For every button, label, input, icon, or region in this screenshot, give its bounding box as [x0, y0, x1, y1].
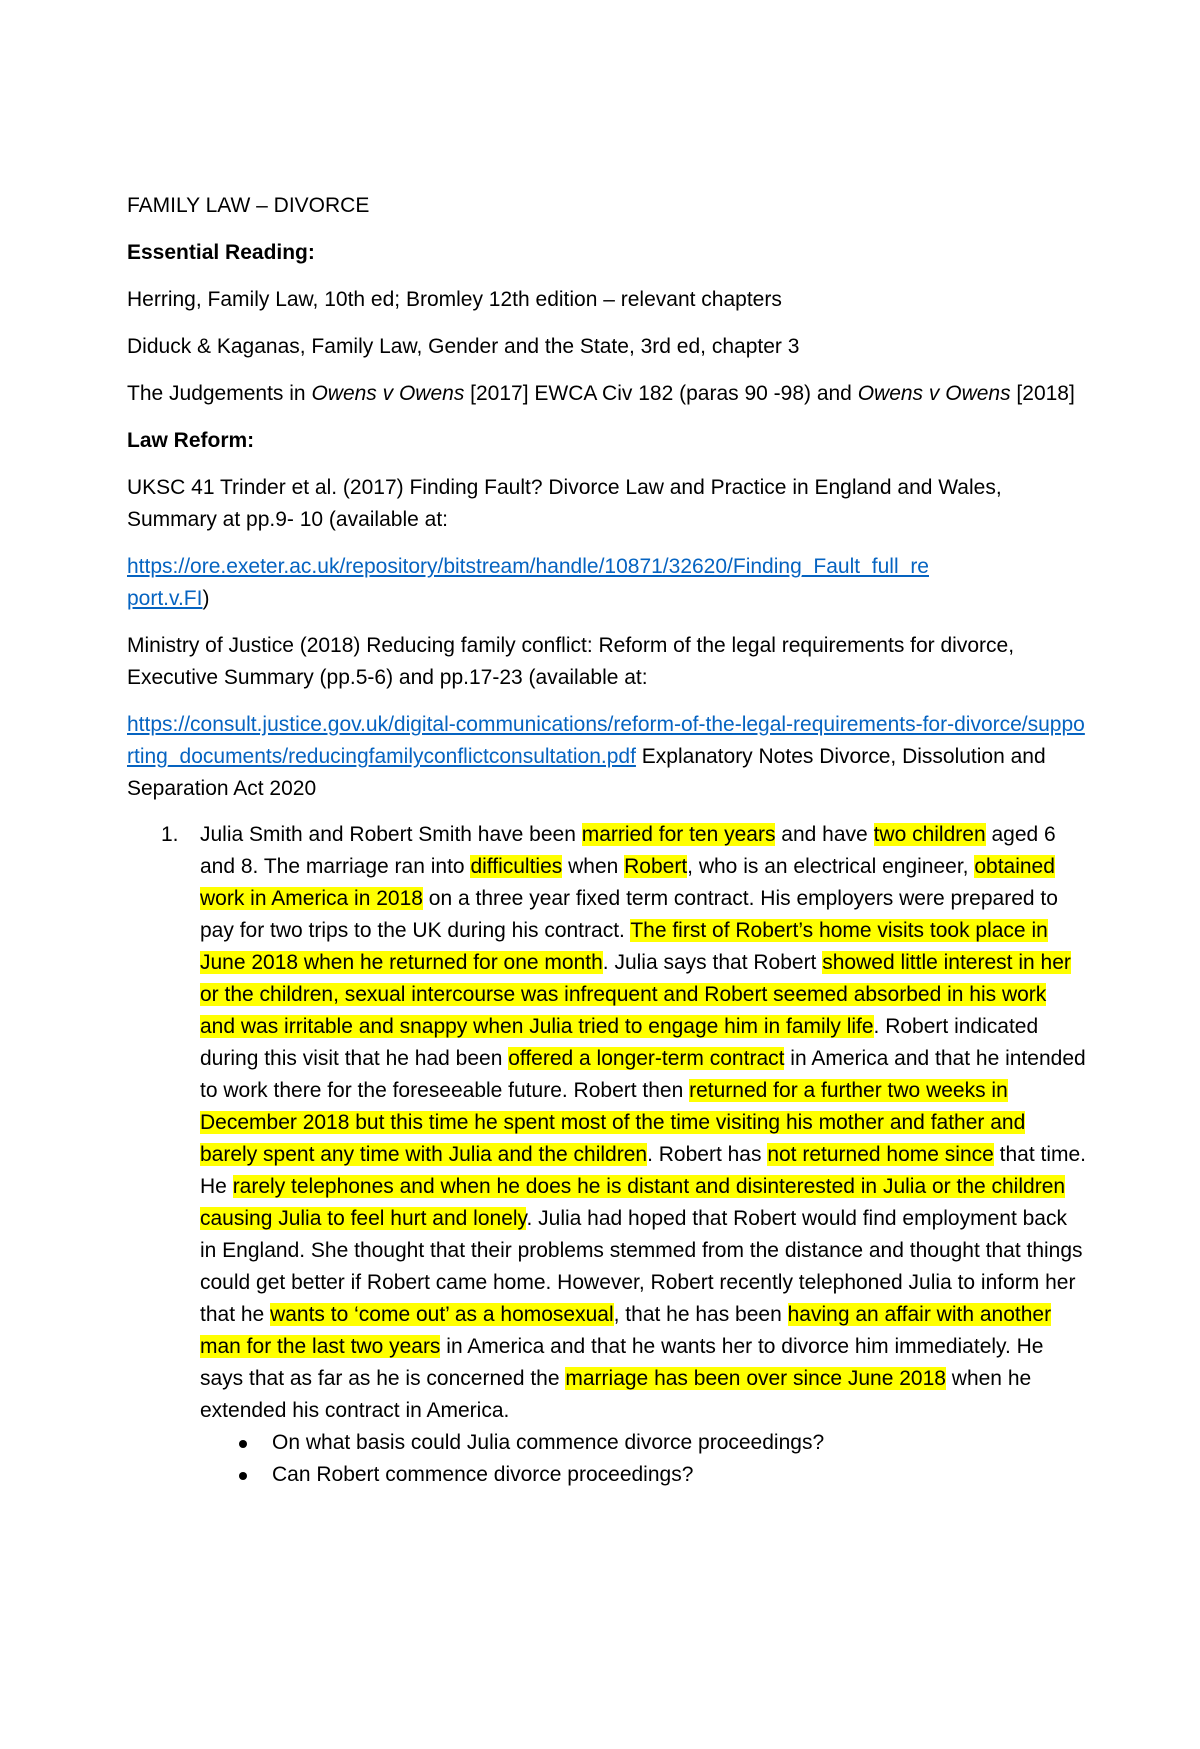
question-text-segment: in America and that he intended to work there for the foreseeable future. Robert then: [200, 1047, 1086, 1102]
moj-consultation-link[interactable]: https://consult.justice.gov.uk/digital-communications/reform-of-the-legal-requirements-for-divorce/supporting_documents/reducingfamilyconflictconsultation.pdf: [127, 713, 1085, 768]
question-bullet: [127, 1427, 1087, 1459]
bullet-text: On what basis could Julia commence divorce proceedings?: [272, 1431, 825, 1454]
ref-text: [2017] EWCA Civ 182 (paras 90 -98) and: [464, 382, 858, 405]
question-text-segment: , who is an electrical engineer,: [687, 855, 975, 878]
question-text-segment: on a three year fixed term contract. His employers were prepared to pay for two trips to the UK during his contract.: [200, 887, 1058, 942]
highlighted-text: obtained work in America in 2018: [200, 855, 1055, 910]
question-text-segment: . Julia had hoped that Robert would find employment back in England. She thought that their problems stemmed from the distance and thought that things could get better if Robert came home. However, Robert recently telephoned Julia to inform her that he: [200, 1207, 1083, 1326]
case-name: Owens v Owens: [311, 382, 465, 405]
question-text-segment: . Robert indicated during this visit that he had been: [200, 1015, 1039, 1070]
question-list: [127, 819, 1087, 1491]
question-text-segment: and have: [775, 823, 874, 846]
highlighted-text: having an affair with another man for the last two years: [200, 1303, 1052, 1358]
explanatory-notes-text: Explanatory Notes Divorce, Dissolution and Separation Act 2020: [127, 745, 1046, 800]
bullet-icon: [239, 1440, 247, 1448]
highlighted-text: two children: [873, 823, 986, 846]
question-text-segment: that time. He: [200, 1143, 1086, 1198]
reform-link-moj-para: [127, 709, 1087, 805]
question-number: 1.: [161, 823, 179, 846]
question-bullet: [127, 1459, 1087, 1491]
question-text-segment: , that he has been: [613, 1303, 788, 1326]
highlighted-text: difficulties: [470, 855, 563, 878]
question-text-segment: . Robert has: [647, 1143, 768, 1166]
question-text-segment: when: [562, 855, 625, 878]
ref-text: The Judgements in: [127, 382, 312, 405]
question-text-segment: . Julia says that Robert: [602, 951, 823, 974]
question-text: [200, 819, 1087, 1427]
highlighted-text: wants to ‘come out’ as a homosexual: [270, 1303, 614, 1326]
bullet-icon: [239, 1472, 247, 1480]
case-name: Owens v Owens: [857, 382, 1011, 405]
highlighted-text: marriage has been over since June 2018: [565, 1367, 946, 1390]
reform-link-exeter-para: [127, 551, 932, 615]
reform-ref-moj: Ministry of Justice (2018) Reducing family conflict: Reform of the legal requirements for divorce, Executive Summary (pp.5-6) and pp.17-23 (available at:: [127, 634, 1015, 689]
highlighted-text: showed little interest in her or the children, sexual intercourse was infrequent and Robert seemed absorbed in his work and was irritable and snappy when Julia tried to engage him in family life: [200, 951, 1071, 1038]
question-bullets: [200, 1427, 1087, 1491]
link-close-paren: ): [202, 587, 210, 610]
reform-ref-trinder: UKSC 41 Trinder et al. (2017) Finding Fault? Divorce Law and Practice in England and Wales, Summary at pp.9- 10 (available at:: [127, 476, 1002, 531]
highlighted-text: Robert: [624, 855, 688, 878]
essential-reading-heading: Essential Reading:: [127, 241, 315, 264]
document-title: FAMILY LAW – DIVORCE: [127, 194, 370, 217]
highlighted-text: rarely telephones and when he does he is distant and disinterested in Julia or the children causing Julia to feel hurt and lonely: [200, 1175, 1066, 1230]
question-text-segment: aged 6 and 8. The marriage ran into: [200, 823, 1056, 878]
highlighted-text: offered a longer-term contract: [508, 1047, 785, 1070]
reading-ref-owens: [127, 378, 1087, 410]
reading-ref-diduck: Diduck & Kaganas, Family Law, Gender and the State, 3rd ed, chapter 3: [127, 335, 800, 358]
highlighted-text: returned for a further two weeks in December 2018 but this time he spent most of the time visiting his mother and father and barely spent any time with Julia and the children: [200, 1079, 1026, 1166]
ref-text: [2018]: [1010, 382, 1075, 405]
question-text-segment: in America and that he wants her to divorce him immediately. He says that as far as he is concerned the: [200, 1335, 1044, 1390]
highlighted-text: not returned home since: [767, 1143, 994, 1166]
bullet-text: Can Robert commence divorce proceedings?: [272, 1463, 694, 1486]
question-item: [127, 819, 1087, 1491]
document-page: [127, 190, 1087, 1491]
highlighted-text: married for ten years: [581, 823, 776, 846]
law-reform-heading: Law Reform:: [127, 429, 255, 452]
reading-ref-herring: Herring, Family Law, 10th ed; Bromley 12th edition – relevant chapters: [127, 288, 782, 311]
question-text-segment: Julia Smith and Robert Smith have been: [200, 823, 582, 846]
highlighted-text: The first of Robert’s home visits took place in June 2018 when he returned for one month: [200, 919, 1048, 974]
question-text-segment: when he extended his contract in America.: [200, 1367, 1032, 1422]
exeter-report-link[interactable]: https://ore.exeter.ac.uk/repository/bitstream/handle/10871/32620/Finding_Fault_full_report.v.FI: [127, 555, 929, 610]
